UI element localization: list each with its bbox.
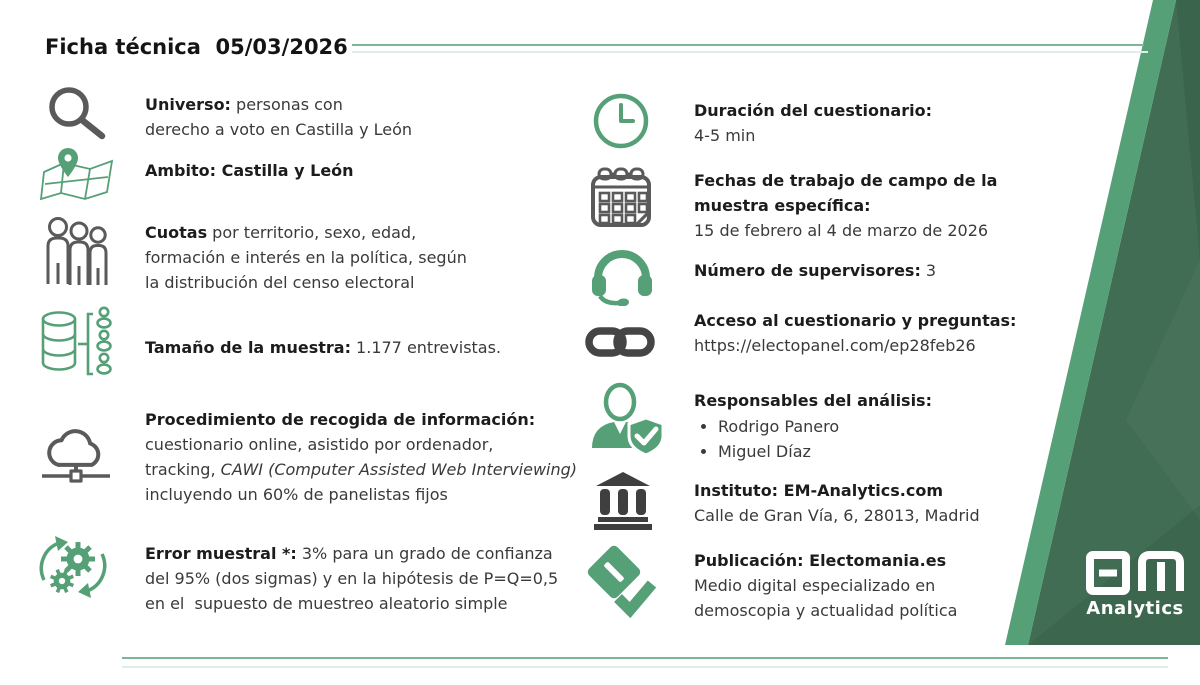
- analyst-shield-icon: [586, 380, 664, 456]
- cuotas-label: Cuotas: [145, 223, 208, 242]
- top-rule: [352, 44, 1144, 46]
- instituto-text: [694, 478, 980, 528]
- top-rule-light: [352, 51, 1148, 53]
- procedimiento-line2: cuestionario online, asistido por ordenador,: [145, 435, 494, 454]
- em-logo: [1085, 550, 1185, 596]
- responsables-list: [694, 414, 932, 464]
- responsables-label: Responsables del análisis:: [694, 391, 932, 410]
- error-line2: del 95% (dos sigmas) y en la hipótesis de P=Q=0,5: [145, 569, 559, 588]
- cuotas-line3: la distribución del censo electoral: [145, 273, 415, 292]
- ambito-text: [145, 158, 354, 183]
- error-text: [145, 541, 558, 616]
- page-title: Ficha técnica 05/03/2026: [45, 35, 348, 59]
- people-icon: [42, 216, 112, 296]
- fechas-label2: muestra específica:: [694, 196, 871, 215]
- gears-sync-icon: [34, 534, 112, 600]
- supervisores-value: 3: [920, 261, 937, 280]
- acceso-text: [694, 308, 1016, 358]
- duracion-label: Duración del cuestionario:: [694, 101, 932, 120]
- fechas-line3: 15 de febrero al 4 de marzo de 2026: [694, 221, 989, 240]
- duracion-text: [694, 98, 932, 148]
- tamano-value: 1.177 entrevistas.: [350, 338, 502, 357]
- tamano-text: [145, 335, 501, 360]
- procedimiento-label: Procedimiento de recogida de información:: [145, 410, 536, 429]
- em-logo-analytics-label: Analytics: [1086, 598, 1184, 619]
- database-sample-icon: [38, 306, 118, 384]
- bank-icon: [594, 472, 652, 530]
- fechas-label1: Fechas de trabajo de campo de la: [694, 171, 998, 190]
- cuotas-text: [145, 220, 467, 295]
- acceso-label: Acceso al cuestionario y preguntas:: [694, 311, 1017, 330]
- publicacion-label: Publicación: Electomania.es: [694, 551, 947, 570]
- error-label: Error muestral *:: [145, 544, 297, 563]
- map-pin-icon: [38, 146, 116, 204]
- procedimiento-text: [145, 407, 577, 507]
- publicacion-line3: demoscopia y actualidad política: [694, 601, 958, 620]
- responsables-text: [694, 388, 932, 464]
- instituto-line2: Calle de Gran Vía, 6, 28013, Madrid: [694, 506, 980, 525]
- universo-line2: derecho a voto en Castilla y León: [145, 120, 413, 139]
- cuotas-value: por territorio, sexo, edad,: [207, 223, 417, 242]
- publicacion-line2: Medio digital especializado en: [694, 576, 936, 595]
- link-icon: [585, 320, 655, 364]
- fechas-text: [694, 168, 997, 243]
- procedimiento-line4: incluyendo un 60% de panelistas fijos: [145, 485, 448, 504]
- electomania-logo-icon: [584, 540, 660, 620]
- bottom-rule: [122, 657, 1168, 659]
- supervisores-text: [694, 258, 936, 283]
- duracion-line2: 4-5 min: [694, 126, 756, 145]
- magnifier-icon: [44, 84, 110, 142]
- universo-label: Universo:: [145, 95, 231, 114]
- ambito-label: Ambito: Castilla y León: [145, 161, 354, 180]
- publicacion-text: [694, 548, 957, 623]
- bottom-rule-light: [122, 666, 1168, 668]
- headset-icon: [590, 246, 654, 306]
- procedimiento-line3-italic: CAWI (Computer Assisted Web Interviewing): [220, 460, 578, 479]
- universo-value: personas con: [230, 95, 343, 114]
- calendar-icon: [588, 166, 654, 232]
- procedimiento-line3-pre: tracking,: [145, 460, 221, 479]
- instituto-label: Instituto: EM-Analytics.com: [694, 481, 943, 500]
- error-line3: en el supuesto de muestreo aleatorio simple: [145, 594, 508, 613]
- cloud-network-icon: [40, 424, 112, 488]
- universo-text: [145, 92, 412, 142]
- acceso-url[interactable]: https://electopanel.com/ep28feb26: [694, 336, 976, 355]
- responsable-item: • Rodrigo Panero: [718, 414, 932, 439]
- responsable-item: • Miguel Díaz: [718, 439, 932, 464]
- tamano-label: Tamaño de la muestra:: [145, 338, 351, 357]
- cuotas-line2: formación e interés en la política, según: [145, 248, 467, 267]
- clock-icon: [592, 92, 650, 150]
- error-value: 3% para un grado de confianza: [296, 544, 553, 563]
- supervisores-label: Número de supervisores:: [694, 261, 921, 280]
